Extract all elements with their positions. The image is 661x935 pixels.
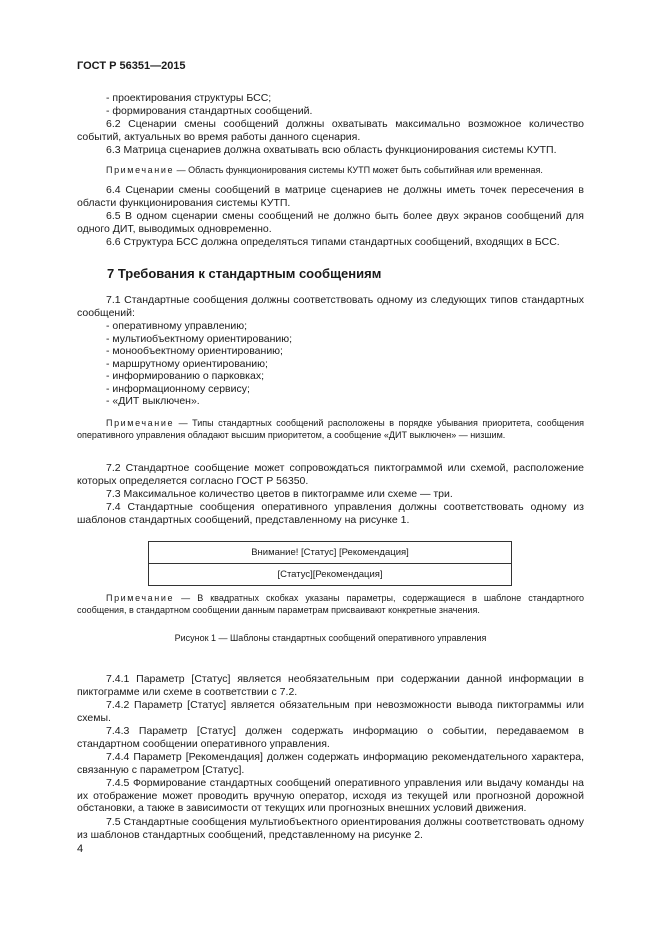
note-2	[77, 417, 584, 441]
note-text: — Типы стандартных сообщений расположены в порядке убывания приоритета, сообщения оперативного управления обладают высшим приоритетом, а сообщение «ДИТ выключен» — низшим.	[77, 418, 584, 440]
list-item: - информационному сервису;	[106, 382, 250, 395]
note-label: Примечание	[106, 593, 175, 603]
list-item: - информированию о парковках;	[106, 370, 264, 382]
paragraph-7-5: 7.5 Стандартные сообщения мультиобъектного ориентирования должны соответствовать одному из шаблонов стандартных сообщений, представленному на рисунке 2.	[77, 816, 584, 841]
page-number: 4	[77, 843, 84, 855]
list-item: - маршрутному ориентированию;	[106, 357, 268, 370]
template-cell: [Статус][Рекомендация]	[149, 564, 512, 586]
paragraph-7-1: 7.1 Стандартные сообщения должны соответствовать одному из следующих типов стандартных сообщений:	[77, 294, 584, 319]
paragraph-7-4-2: 7.4.2 Параметр [Статус] является обязательным при невозможности вывода пиктограммы или схемы.	[77, 699, 584, 724]
table-row	[149, 542, 512, 564]
note-label: Примечание	[106, 418, 175, 428]
paragraph-6-5: 6.5 В одном сценарии смены сообщений не должно быть более двух экранов сообщений для одного ДИТ, выводимых одновременно.	[77, 210, 584, 235]
list-item: - мультиобъектному ориентированию;	[106, 332, 293, 345]
paragraph-7-4-5: 7.4.5 Формирование стандартных сообщений оперативного управления или выдачу команды на их отображение может проводить вручную оператор, исходя из текущей или прогнозной дорожной обстановки, а также в зависимости от текущих или прогнозных внешних условий движения.	[77, 777, 584, 814]
top-list	[77, 92, 584, 117]
note-text: — В квадратных скобках указаны параметры, содержащиеся в шаблоне стандартного сообщения, в стандартном сообщении данным параметрам присваивают конкретные значения.	[77, 593, 584, 615]
document-header: ГОСТ Р 56351—2015	[77, 60, 186, 72]
paragraph-6-4: 6.4 Сценарии смены сообщений в матрице сценариев не должны иметь точек пересечения в области функционирования системы КУТП.	[77, 184, 584, 209]
paragraph-7-4-4: 7.4.4 Параметр [Рекомендация] должен содержать информацию рекомендательного характера, связанную с параметром [Статус].	[77, 751, 584, 776]
types-list	[77, 320, 584, 408]
list-item: - проектирования структуры БСС;	[106, 92, 272, 104]
list-item: - монообъектному ориентированию;	[106, 345, 283, 357]
paragraph-6-3: 6.3 Матрица сценариев должна охватывать всю область функционирования системы КУТП.	[106, 144, 557, 156]
paragraph-6-6: 6.6 Структура БСС должна определяться типами стандартных сообщений, входящих в БСС.	[106, 236, 560, 248]
note-text: — Область функционирования системы КУТП может быть событийная или временная.	[174, 165, 543, 175]
list-item: - «ДИТ выключен».	[106, 395, 200, 407]
template-table	[148, 541, 512, 586]
list-item: - оперативному управлению;	[106, 320, 247, 332]
list-item: - формирования стандартных сообщений.	[106, 104, 313, 117]
paragraph-7-3: 7.3 Максимальное количество цветов в пиктограмме или схеме — три.	[106, 488, 453, 500]
paragraph-7-4-1: 7.4.1 Параметр [Статус] является необязательным при содержании данной информации в пиктограмме или схеме в соответствии с 7.2.	[77, 673, 584, 698]
paragraph-6-2: 6.2 Сценарии смены сообщений должны охватывать максимально возможное количество событий, актуальных во время работы данного сценария.	[77, 118, 584, 143]
section-heading: 7 Требования к стандартным сообщениям	[107, 266, 382, 281]
figure-caption: Рисунок 1 — Шаблоны стандартных сообщений оперативного управления	[174, 633, 487, 643]
paragraph-7-4-3: 7.4.3 Параметр [Статус] должен содержать информацию о событии, передаваемом в стандартном сообщении оперативного управления.	[77, 725, 584, 750]
paragraph-7-4: 7.4 Стандартные сообщения оперативного управления должны соответствовать одному из шаблонов стандартных сообщений, представленному на рисунке 1.	[77, 501, 584, 526]
table-row	[149, 564, 512, 586]
note-1	[77, 164, 584, 176]
template-cell: Внимание! [Статус] [Рекомендация]	[149, 542, 512, 564]
note-3	[77, 592, 584, 616]
paragraph-7-2: 7.2 Стандартное сообщение может сопровождаться пиктограммой или схемой, расположение которых определяется согласно ГОСТ Р 56350.	[77, 462, 584, 487]
note-label: Примечание	[106, 165, 175, 175]
